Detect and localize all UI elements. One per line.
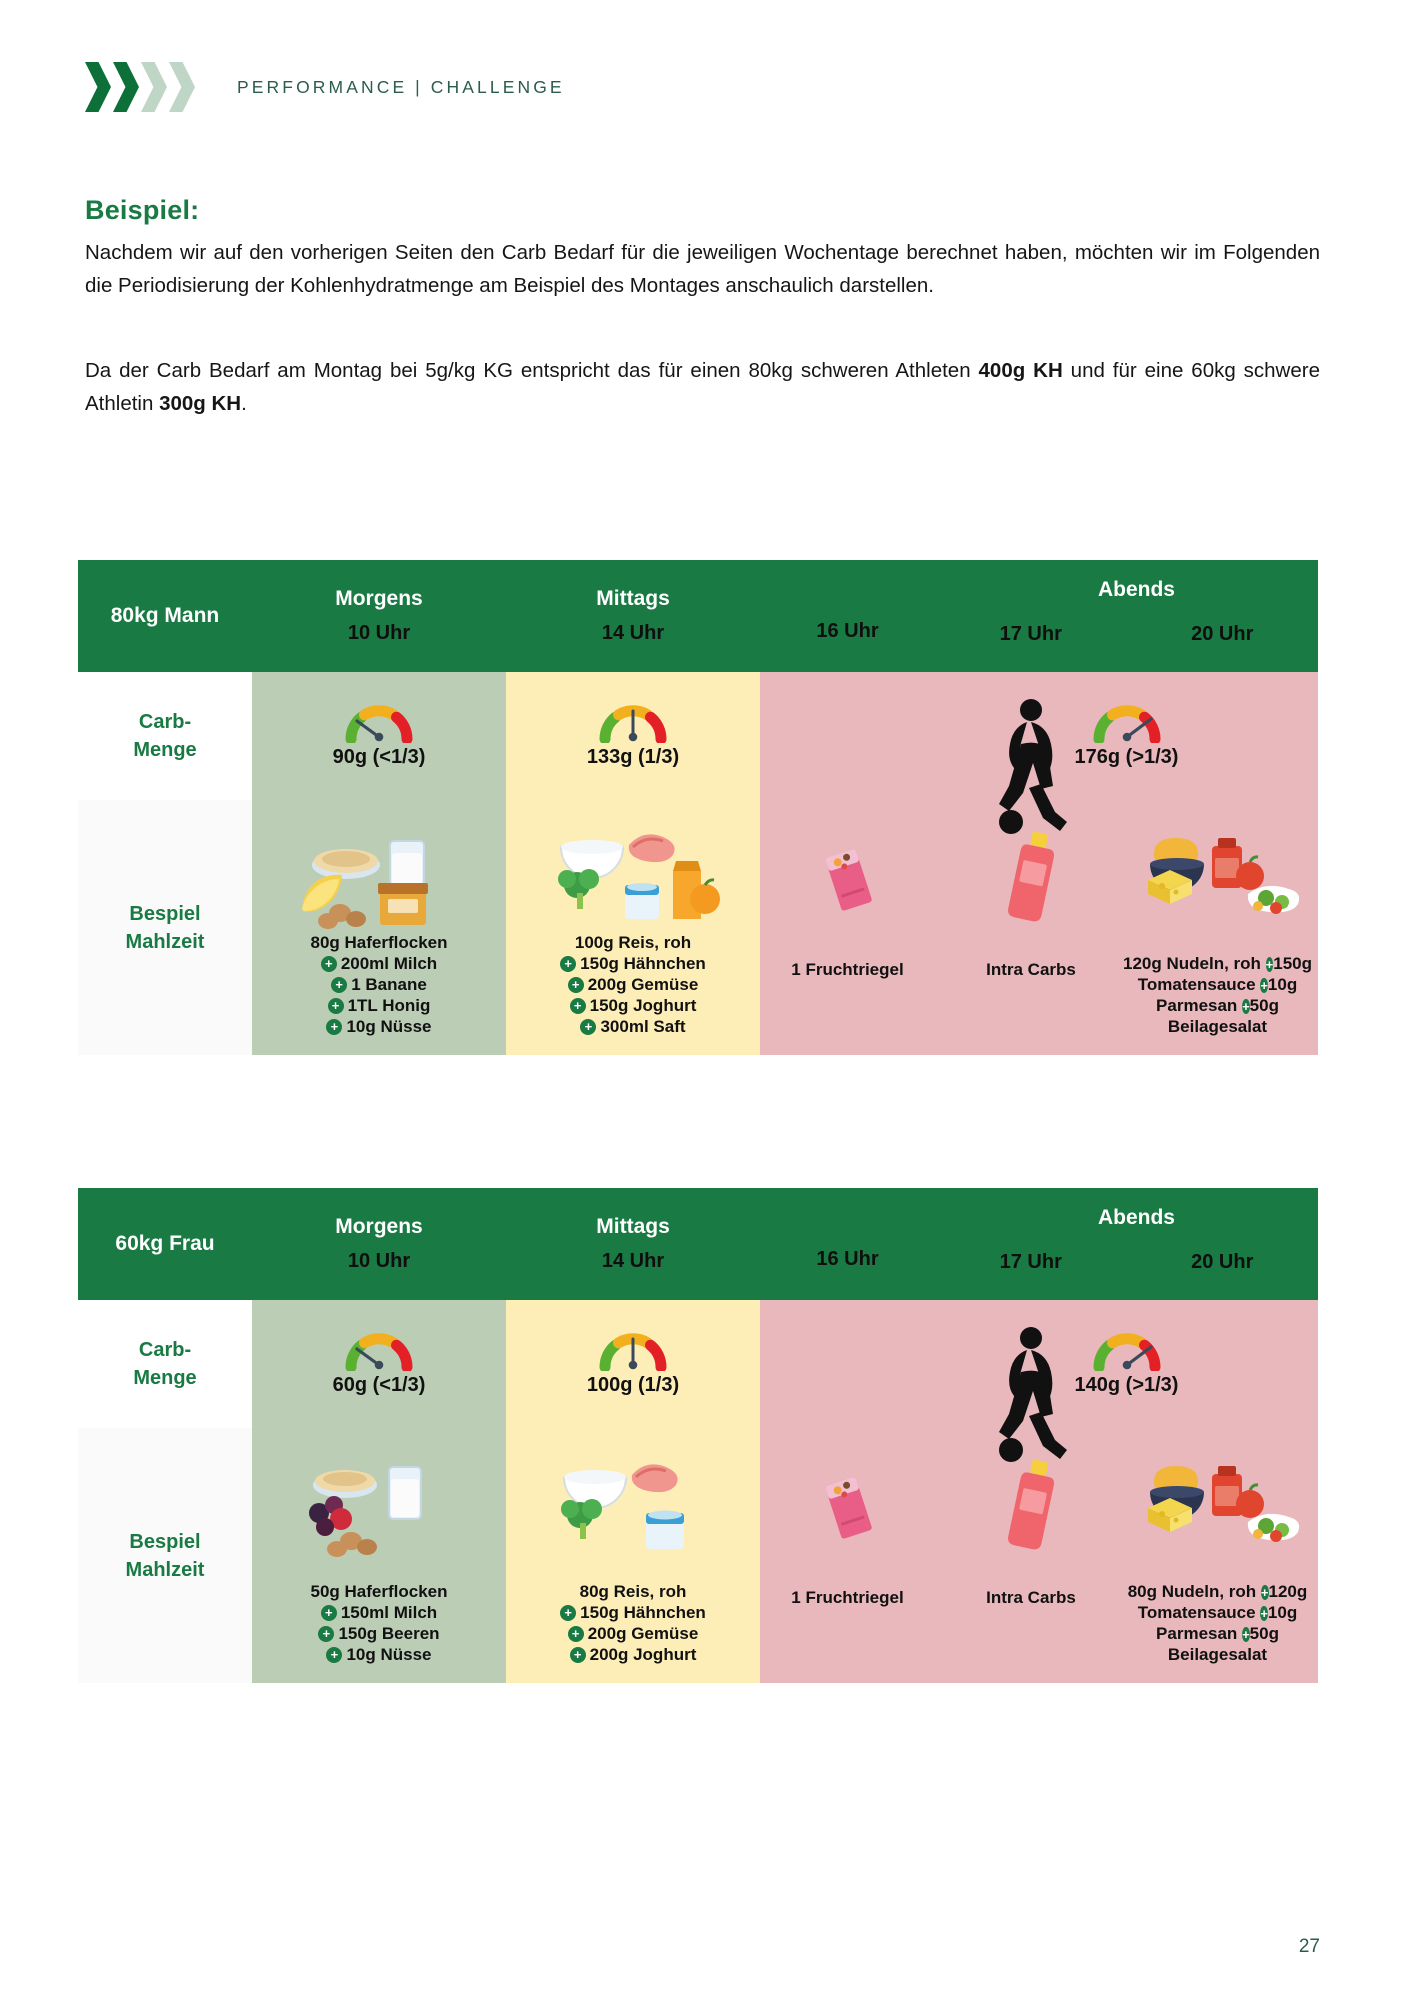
intra-caption-17: Intra Carbs: [986, 960, 1076, 979]
slot-16uhr: [760, 800, 935, 1055]
plus-icon: +: [570, 998, 586, 1014]
meal-item: 50g Beilagesalat: [1167, 996, 1279, 1036]
band-abends: [760, 1300, 1318, 1683]
meal-item: 1 Banane: [351, 975, 427, 994]
plus-icon: +: [318, 1626, 334, 1642]
header-morgens: [252, 560, 506, 672]
morgens-time: 10 Uhr: [347, 622, 411, 644]
carb-cell-morgens: [252, 672, 506, 800]
meal-list-morgens: [252, 1581, 506, 1665]
meal-item: 150g Hähnchen: [580, 1603, 706, 1622]
bottle-illustration: [935, 1456, 1127, 1566]
meal-item: 200g Gemüse: [587, 975, 699, 994]
p2-part-2: und für eine 60kg schwere Athletin: [85, 359, 1320, 415]
periodisation-table-male: [78, 560, 1318, 1055]
abends-time-17: 17 Uhr: [999, 623, 1062, 645]
slot-17uhr: [935, 800, 1127, 1055]
slot-20uhr: [1123, 800, 1318, 1055]
header-16uhr: [760, 560, 935, 672]
header-morgens: [252, 1188, 506, 1300]
band-morgens: [252, 672, 506, 1055]
gauge-mid-icon: [597, 703, 669, 743]
row-label-column: [78, 1300, 252, 1683]
plus-icon: +: [570, 1647, 586, 1663]
header-16uhr: [760, 1188, 935, 1300]
time-16: 16 Uhr: [816, 620, 879, 642]
meal-first-item: 50g Haferflocken: [310, 1582, 448, 1601]
meal-first-item: 80g Nudeln, roh: [1127, 1582, 1257, 1601]
meal-item: 200ml Milch: [340, 954, 438, 973]
meal-list-dinner: [1121, 953, 1314, 1037]
gauge-mid-icon: [597, 1331, 669, 1371]
meal-list-mittags: [506, 1581, 760, 1665]
plus-icon: +: [1260, 1606, 1268, 1621]
carb-value-mittags: 100g (1/3): [586, 1374, 680, 1396]
carb-value-morgens: 60g (<1/3): [332, 1374, 426, 1396]
slot-16uhr: [760, 1428, 935, 1683]
plus-icon: +: [331, 977, 347, 993]
page-number: 27: [1298, 1936, 1320, 1957]
subject-label-cell: [78, 1188, 252, 1300]
meal-first-item: 80g Reis, roh: [579, 1582, 687, 1601]
meal-item: 300ml Saft: [600, 1017, 686, 1036]
band-mittags: [506, 1300, 760, 1683]
carb-value-abends: 176g (>1/3): [1074, 746, 1179, 768]
meal-list-mittags: [506, 932, 760, 1037]
slot-17uhr: [935, 1428, 1127, 1683]
meal-item: 150g Tomatensauce: [1137, 954, 1312, 994]
plus-icon: +: [1242, 1627, 1250, 1642]
meal-item: 200g Gemüse: [587, 1624, 699, 1643]
meal-label-line2: Mahlzeit: [125, 930, 205, 953]
bottle-illustration: [935, 828, 1127, 938]
intro-content: [85, 195, 1320, 420]
mittags-time: 14 Uhr: [601, 1250, 665, 1272]
meal-cell-abends: [760, 1428, 1318, 1683]
band-mittags: [506, 672, 760, 1055]
carb-value-morgens: 90g (<1/3): [332, 746, 426, 768]
time-16: 16 Uhr: [816, 1248, 879, 1270]
meal-item: 10g Parmesan: [1156, 975, 1298, 1015]
meal-cell-mittags: [506, 800, 760, 1055]
meal-label-line2: Mahlzeit: [125, 1558, 205, 1581]
header-abends: [935, 560, 1318, 672]
meal-cell-abends: [760, 800, 1318, 1055]
mittags-label: Mittags: [596, 587, 670, 610]
plus-icon: +: [321, 1605, 337, 1621]
abends-label: Abends: [1097, 1206, 1175, 1229]
row-label-meal: [78, 800, 252, 1055]
lunch-illustration: [506, 808, 760, 938]
lunch-illustration: [506, 1436, 760, 1566]
meal-first-item: 80g Haferflocken: [310, 933, 448, 952]
mittags-time: 14 Uhr: [601, 622, 665, 644]
carb-cell-mittags: [506, 1300, 760, 1428]
plus-icon: +: [568, 1626, 584, 1642]
plus-icon: +: [1242, 999, 1250, 1014]
morgens-label: Morgens: [335, 1215, 423, 1238]
subject-label: 60kg Frau: [115, 1232, 215, 1255]
meal-item: 1TL Honig: [347, 996, 431, 1015]
plus-icon: +: [580, 1019, 596, 1035]
table-header-row: [78, 1188, 1318, 1300]
chevrons-icon: [85, 62, 195, 112]
plus-icon: +: [326, 1019, 342, 1035]
meal-list-dinner: [1121, 1581, 1314, 1665]
row-label-column: [78, 672, 252, 1055]
athlete-bottle-illustration: [935, 692, 1127, 842]
meal-label-line1: Bespiel: [129, 1530, 201, 1553]
snack-caption-16: 1 Fruchtriegel: [791, 960, 904, 979]
meal-item: 10g Nüsse: [346, 1017, 432, 1036]
meal-item: 120g Tomatensauce: [1137, 1582, 1308, 1622]
meal-item: 150g Joghurt: [589, 996, 697, 1015]
plus-icon: +: [1260, 1585, 1269, 1600]
carb-cell-morgens: [252, 1300, 506, 1428]
meal-item: 150g Beeren: [338, 1624, 440, 1643]
morgens-time: 10 Uhr: [347, 1250, 411, 1272]
breakfast-illustration: [252, 1436, 506, 1566]
gauge-low-icon: [343, 703, 415, 743]
plus-icon: +: [1265, 957, 1274, 972]
bar-illustration: [760, 1434, 935, 1584]
p2-part-1: Da der Carb Bedarf am Montag bei 5g/kg KG entspricht das für einen 80kg schweren Athleten: [85, 359, 979, 382]
plus-icon: +: [328, 998, 344, 1014]
plus-icon: +: [560, 1605, 576, 1621]
header-mittags: [506, 1188, 760, 1300]
athlete-bottle-illustration: [935, 1320, 1127, 1470]
row-label-carb: [78, 1300, 252, 1428]
header-mittags: [506, 560, 760, 672]
plus-icon: +: [321, 956, 337, 972]
meal-cell-mittags: [506, 1428, 760, 1683]
time-20: 20 Uhr: [1191, 623, 1254, 645]
slot-20uhr: [1127, 1428, 1318, 1683]
meal-item: 50g Beilagesalat: [1167, 1624, 1279, 1664]
morgens-label: Morgens: [335, 587, 423, 610]
p2-bold-1: 400g KH: [978, 359, 1063, 382]
meal-item: 150ml Milch: [340, 1603, 438, 1622]
row-label-carb: [78, 672, 252, 800]
brand-header: [85, 62, 565, 112]
dinner-illustration: [1127, 1430, 1318, 1560]
mittags-label: Mittags: [596, 1215, 670, 1238]
carb-label-line1: Carb-: [138, 1339, 192, 1361]
carb-value-mittags: 133g (1/3): [586, 746, 680, 768]
time-20: 20 Uhr: [1191, 1251, 1254, 1273]
paragraph-2: [85, 354, 1320, 420]
carb-cell-mittags: [506, 672, 760, 800]
table-header-row: [78, 560, 1318, 672]
periodisation-table-female: [78, 1188, 1318, 1683]
meal-first-item: 100g Reis, roh: [574, 933, 692, 952]
meal-label-line1: Bespiel: [129, 902, 201, 925]
table-body: [78, 1300, 1318, 1683]
subject-label: 80kg Mann: [110, 604, 220, 627]
bar-illustration: [760, 806, 935, 956]
band-morgens: [252, 1300, 506, 1683]
table-body: [78, 672, 1318, 1055]
carb-label-line2: Menge: [133, 739, 197, 761]
header-abends: [935, 1188, 1318, 1300]
meal-item: 200g Joghurt: [589, 1645, 697, 1664]
plus-icon: +: [560, 956, 576, 972]
plus-icon: +: [1260, 978, 1268, 993]
intra-caption-17: Intra Carbs: [986, 1588, 1076, 1607]
brand-title: PERFORMANCE | CHALLENGE: [237, 76, 565, 97]
subject-label-cell: [78, 560, 252, 672]
dinner-illustration: [1127, 802, 1318, 932]
meal-item: 150g Hähnchen: [580, 954, 706, 973]
p2-part-3: .: [241, 392, 247, 415]
plus-icon: +: [326, 1647, 342, 1663]
p2-bold-2: 300g KH: [159, 392, 242, 415]
plus-icon: +: [568, 977, 584, 993]
row-label-meal: [78, 1428, 252, 1683]
meal-cell-morgens: [252, 1428, 506, 1683]
meal-item: 10g Nüsse: [346, 1645, 432, 1664]
breakfast-illustration: [252, 808, 506, 938]
band-abends: [760, 672, 1318, 1055]
snack-caption-16: 1 Fruchtriegel: [791, 1588, 904, 1607]
abends-time-17: 17 Uhr: [999, 1251, 1062, 1273]
meal-item: 10g Parmesan: [1156, 1603, 1298, 1643]
meal-cell-morgens: [252, 800, 506, 1055]
gauge-low-icon: [343, 1331, 415, 1371]
meal-list-morgens: [252, 932, 506, 1037]
carb-label-line1: Carb-: [138, 711, 192, 733]
meal-first-item: 120g Nudeln, roh: [1123, 954, 1261, 973]
abends-label: Abends: [1097, 578, 1175, 601]
carb-label-line2: Menge: [133, 1367, 197, 1389]
carb-value-abends: 140g (>1/3): [1074, 1374, 1179, 1396]
page-title: Beispiel:: [85, 195, 200, 225]
paragraph-1: Nachdem wir auf den vorherigen Seiten den Carb Bedarf für die jeweiligen Wochentage berechnet haben, möchten wir im Folgenden die Periodisierung der Kohlenhydratmenge am Beispiel des Montages anschaulich darstellen.: [85, 241, 1320, 297]
